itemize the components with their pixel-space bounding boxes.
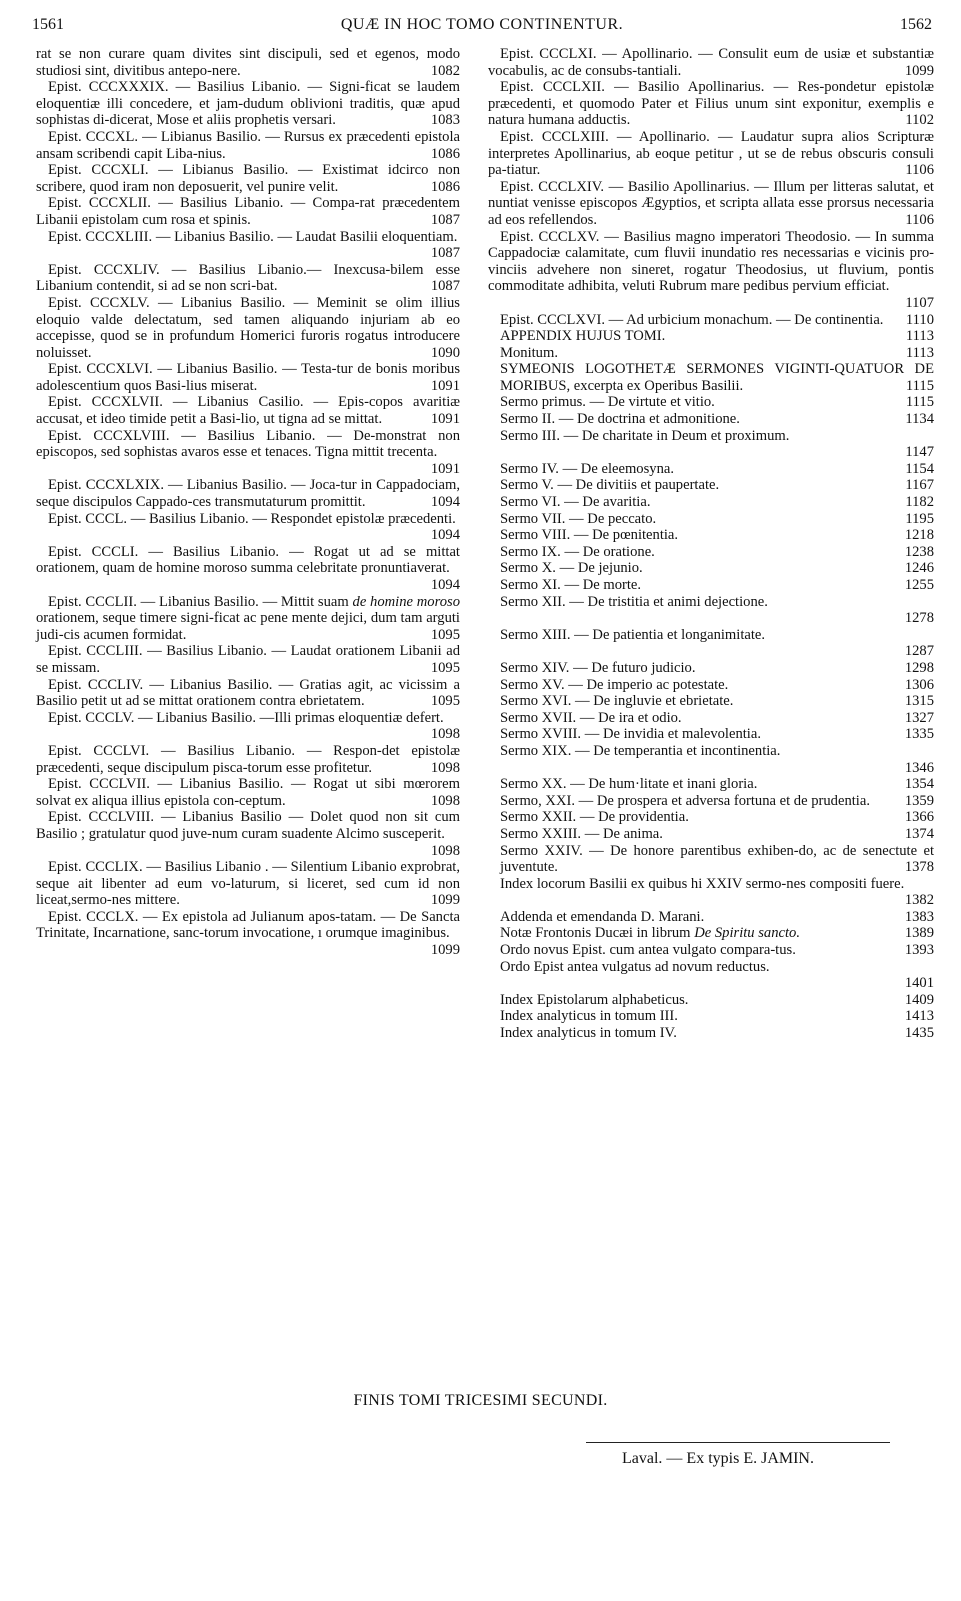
toc-entry [488,843,934,876]
toc-entry [36,129,460,162]
entry-page-number: 1099 [430,892,460,909]
entry-page-number: 1091 [430,377,460,394]
toc-entry [488,511,934,528]
entry-text: Epist. CCCLXIV. — Basilio Apollinarius. — Illum per litteras salutat, et nuntiat venisse episcopos Ægyptios, et scripta allata esse prorsus necessaria ad eos refellendos. [488,178,934,228]
toc-entry [488,79,934,129]
entry-text: Epist. CCCXLV. — Libanius Basilio. — Meminit se olim illius eloquio valde delectatum, sed tamen aliquando injuriam ab eo accepisse, quod se in profundum Homerici furoris rogatus introducere noluisset. [36,294,460,361]
toc-entry [36,809,460,859]
entry-text: Sermo VIII. — De pœnitentia. [500,527,679,544]
entry-page-number: 1095 [430,693,460,710]
entry-text: Epist. CCCXXXIX. — Basilius Libanio. — Signi-ficat se laudem eloquentiæ illi concedere, et jam-dudum oblivioni traditis, quæ apud sophistas di-dicerat, Mose et aliis prophetis versari. [36,79,460,129]
toc-entry [488,909,934,926]
entry-page-number: 1087 [430,211,460,228]
entry-text: Epist. CCCXLIV. — Basilius Libanio.— Inexcusa-bilem esse Libanium contendit, si ad se non scri-bat. [36,261,460,295]
entry-page-number: 1083 [430,112,460,129]
entry-text: Sermo XVI. — De ingluvie et ebrietate. [500,693,734,710]
toc-entry [36,643,460,676]
toc-entry [488,660,934,677]
entry-text: APPENDIX HUJUS TOMI. [500,328,666,345]
entry-page-number: 1098 [430,759,460,776]
toc-entry [36,477,460,510]
entry-page-number: 1087 [430,245,460,262]
entry-page-number: 1082 [430,62,460,79]
entry-text: Sermo XII. — De tristitia et animi dejectione. [500,593,768,610]
entry-page-number: 1086 [430,145,460,162]
entry-text: Epist. CCCLXI. — Apollinario. — Consulit eum de usiæ et substantiæ vocabulis, ac de consubs-tantiali. [488,46,934,79]
entry-text: Sermo X. — De jejunio. [500,560,643,577]
entry-page-number: 1147 [905,444,934,461]
toc-entry [488,494,934,511]
entry-text: Epist. CCCLXIII. — Apollinario. — Laudatur supra alios Scripturæ interpretes Apollinarius, ab eoque petitur , ut se de rebus obscuris consuli pa-tiatur. [488,128,934,179]
toc-entry [36,295,460,361]
entry-italic-text: De Spiritu sancto. [694,925,801,942]
entry-text: Epist. CCCLXII. — Basilio Apollinarius. — Res-pondetur epistolæ præcedenti, et quomodo Pater et Filius unum sint exponitur, exemplis e natura humana adductis. [488,79,934,129]
right-column [488,46,934,1042]
entry-text: Epist. CCCXLVII. — Libanius Casilio. — Epis-copos avaritiæ accusat, et ideo timide petit a Basi-lio, ut tigna ad se mittat. [36,394,460,428]
entry-page-number: 1091 [430,411,460,428]
toc-entry [488,594,934,627]
entry-text: Sermo XXII. — De providentia. [500,809,689,826]
toc-entry [36,743,460,776]
entry-page-number: 1095 [430,626,460,643]
entry-italic-text: de homine moroso [352,593,461,610]
entry-page-number: 1315 [904,693,934,710]
entry-text: Sermo IV. — De eleemosyna. [500,460,675,477]
finis-line: FINIS TOMI TRICESIMI SECUNDI. [353,1392,608,1409]
entry-text: Epist. CCCXLVIII. — Basilius Libanio. — De-monstrat non episcopos, sed sophistas avaros esse et tenaces. Tigna mittit trecenta. [36,427,460,461]
entry-text: Sermo primus. — De virtute et vitio. [500,394,715,411]
entry-text: Epist. CCCLII. — Libanius Basilio. — Mittit suam [48,593,349,610]
entry-page-number: 1335 [904,726,934,743]
entry-page-number: 1167 [905,477,934,494]
entry-page-number: 1354 [904,776,934,793]
entry-text: Index locorum Basilii ex quibus hi XXIV sermo-nes compositi fuere. [500,875,905,892]
toc-entry [36,776,460,809]
entry-text: Sermo XXIV. — De honore parentibus exhiben-do, ac de senectute et juventute. [500,842,934,876]
entry-text: Sermo VI. — De avaritia. [500,494,651,511]
toc-entry [36,677,460,710]
entry-text: Sermo XX. — De hum·litate et inani gloria. [500,776,758,793]
toc-entry [36,195,460,228]
entry-text: Index analyticus in tomum III. [500,1008,678,1025]
entry-text: SYMEONIS LOGOTHETÆ SERMONES VIGINTI-QUATUOR DE MORIBUS, excerpta ex Operibus Basilii. [500,361,934,394]
entry-text: Epist. CCCXLII. — Basilius Libanio. — Compa-rat præcedentem Libanii epistolam cum rosa et spinis. [36,195,460,228]
entry-text: Epist. CCCLI. — Basilius Libanio. — Rogat ut ad se mittat orationem, quam de homine moroso summa celebritate pronuntiaverat. [36,543,460,577]
entry-page-number: 1382 [904,892,934,909]
entry-text: Sermo V. — De divitiis et paupertate. [500,477,720,494]
entry-page-number: 1378 [904,859,934,876]
toc-entry [488,710,934,727]
toc-entry [488,776,934,793]
entry-text: rat se non curare quam divites sint discipuli, sed et egenos, modo studiosi sint, divitibus antepo-nere. [36,46,460,79]
entry-page-number: 1278 [904,610,934,627]
entry-page-number: 1115 [905,377,934,394]
toc-entry [488,876,934,909]
toc-entry [488,428,934,461]
entry-page-number: 1110 [905,311,934,328]
entry-text: orationem, seque timere signi-ficat ac pene mente dejici, dum tam arguti judi-cis acumen formidat. [36,610,460,643]
entry-text: Epist. CCCXL. — Libianus Basilio. — Rursus ex præcedenti epistola ansam scribendi capit Liba-nius. [36,128,460,162]
entry-page-number: 1413 [904,1008,934,1025]
entry-text: Monitum. [500,344,558,361]
left-column [36,46,460,959]
entry-text: Ordo Epist antea vulgatus ad novum reductus. [500,958,770,975]
toc-entry [488,693,934,710]
toc-entry [488,312,934,329]
entry-text: Epist. CCCL. — Basilius Libanio. — Respondet epistolæ præcedenti. [48,510,456,527]
toc-entry [488,627,934,660]
entry-page-number: 1099 [904,62,934,79]
toc-entry [36,594,460,644]
entry-page-number: 1090 [430,344,460,361]
page-number-left: 1561 [32,16,64,33]
entry-page-number: 1366 [904,809,934,826]
entry-page-number: 1154 [905,460,934,477]
toc-entry [488,477,934,494]
entry-page-number: 1383 [904,908,934,925]
entry-page-number: 1113 [905,328,934,345]
entry-page-number: 1107 [905,294,934,311]
entry-text: Addenda et emendanda D. Marani. [500,908,705,925]
toc-entry [488,411,934,428]
toc-entry [488,726,934,743]
entry-page-number: 1106 [905,211,934,228]
entry-text: Index analyticus in tomum IV. [500,1025,677,1042]
entry-text: Epist. CCCXLI. — Libianus Basilio. — Existimat idcirco non scribere, quod iram non deposuerit, vel punire velit. [36,162,460,195]
entry-text: Sermo XXIII. — De anima. [500,825,663,842]
toc-entry [488,544,934,561]
toc-entry [36,544,460,594]
entry-page-number: 1238 [904,543,934,560]
entry-page-number: 1094 [430,577,460,593]
entry-page-number: 1099 [430,942,460,959]
toc-entry [488,743,934,776]
toc-entry [488,1025,934,1042]
footer-rule [586,1442,890,1443]
entry-text: Epist. CCCLVIII. — Libanius Basilio — Dolet quod non sit cum Basilio ; gratulatur quod juve-num curam suadente Alcimo susceperit. [36,809,460,842]
entry-page-number: 1106 [905,162,934,179]
toc-entry [488,793,934,810]
toc-entry [488,328,934,345]
entry-page-number: 1113 [905,344,934,361]
entry-page-number: 1086 [430,178,460,195]
entry-text: Sermo XVIII. — De invidia et malevolentia. [500,726,761,743]
printer-imprint: Laval. — Ex typis E. JAMIN. [622,1450,814,1467]
entry-page-number: 1359 [904,792,934,809]
entry-page-number: 1091 [430,460,460,477]
entry-page-number: 1134 [905,411,934,428]
entry-page-number: 1195 [905,510,934,527]
toc-entry [488,942,934,959]
entry-text: Epist. CCCLIV. — Libanius Basilio. — Gratias agit, ac vicissim a Basilio petit ut ad se mittat orationem contra ebrietatem. [36,676,460,710]
toc-entry [36,511,460,544]
toc-entry [488,677,934,694]
toc-entry [36,361,460,394]
entry-page-number: 1094 [430,527,460,544]
entry-text: Epist. CCCLV. — Libanius Basilio. —Illi primas eloquentiæ defert. [48,709,444,726]
entry-page-number: 1102 [905,112,934,129]
entry-text: Sermo XI. — De morte. [500,577,642,593]
entry-page-number: 1374 [904,825,934,842]
entry-page-number: 1401 [904,975,934,992]
entry-page-number: 1087 [430,278,460,295]
toc-entry [36,710,460,743]
entry-text: Epist. CCCLXV. — Basilius magno imperatori Theodosio. — In summa Cappadociæ calamitate, cum fluvii inundatio res necessarias e vicinis pro-vinciis advehere non sineret, rogatur Theodosius, ut fluvium, pontis commoditate adhibita, veluti Rubrum mare pedibus pervium efficiat. [488,228,934,295]
entry-text: Sermo IX. — De oratione. [500,543,655,560]
entry-text: Epist. CCCXLIII. — Libanius Basilio. — Laudat Basilii eloquentiam. [48,228,458,245]
entry-page-number: 1327 [904,709,934,726]
toc-entry [36,229,460,262]
toc-entry [36,394,460,427]
entry-text: Sermo XVII. — De ira et odio. [500,709,682,726]
toc-entry [488,992,934,1009]
entry-text: Sermo VII. — De peccato. [500,510,657,527]
toc-entry [36,262,460,295]
toc-entry [36,46,460,79]
entry-text: Epist. CCCXLVI. — Libanius Basilio. — Testa-tur de bonis moribus adolescentium quos Basi-lius miserat. [36,361,460,394]
entry-page-number: 1094 [430,494,460,511]
toc-entry [488,461,934,478]
entry-page-number: 1287 [904,643,934,660]
entry-text: Epist. CCCXLXIX. — Libanius Basilio. — Joca-tur in Cappadociam, seque discipulos Cappado-ces transmutaturum promittit. [36,477,460,511]
toc-entry [488,394,934,411]
toc-entry [488,577,934,594]
running-header [32,16,932,40]
entry-text: Ordo novus Epist. cum antea vulgato compara-tus. [500,942,796,959]
entry-text: Epist. CCCLVI. — Basilius Libanio. — Respon-det epistolæ præcedenti, seque discipulum pisca-torum esse profitetur. [36,742,460,776]
entry-page-number: 1182 [905,494,934,511]
toc-entry [488,361,934,394]
page-number-right: 1562 [900,16,932,33]
toc-entry [488,345,934,362]
toc-entry [488,826,934,843]
entry-page-number: 1306 [904,676,934,693]
entry-page-number: 1095 [430,659,460,676]
entry-text: Epist. CCCLIX. — Basilius Libanio . — Silentium Libanio exprobrat, seque ait libenter ad eum vo-laturum, si liceret, sed cum id non liceat,sermo-nes mittere. [36,859,460,909]
entry-page-number: 1393 [904,942,934,959]
header-title: QUÆ IN HOC TOMO CONTINENTUR. [340,16,624,33]
entry-text: Epist. CCCLVII. — Libanius Basilio. — Rogat ut sibi mœrorem solvat ex aliqua illius epistola con-ceptum. [36,776,460,809]
toc-entry [488,809,934,826]
entry-text: Sermo XV. — De imperio ac potestate. [500,676,729,693]
entry-text: Sermo XIX. — De temperantia et incontinentia. [500,742,781,759]
entry-page-number: 1115 [905,394,934,411]
entry-text: Sermo XIV. — De futuro judicio. [500,659,696,676]
toc-entry [488,560,934,577]
entry-text: Sermo II. — De doctrina et admonitione. [500,411,740,428]
toc-entry [488,46,934,79]
entry-text: Epist. CCCLX. — Ex epistola ad Julianum apos-tatam. — De Sancta Trinitate, Incarnatione, sanc-torum invocatione, ı orumque imaginibus. [36,908,460,942]
entry-page-number: 1218 [904,527,934,544]
entry-text: Epist. CCCLXVI. — Ad urbicium monachum. — De continentia. [500,311,884,328]
toc-entry [36,909,460,959]
entry-page-number: 1098 [430,842,460,859]
toc-entry [36,859,460,909]
entry-text: Epist. CCCLIII. — Basilius Libanio. — Laudat orationem Libanii ad se missam. [36,643,460,676]
toc-entry [488,1008,934,1025]
entry-text: Sermo, XXI. — De prospera et adversa fortuna et de prudentia. [500,792,870,809]
entry-page-number: 1389 [904,925,934,942]
entry-text: Sermo XIII. — De patientia et longanimitate. [500,626,766,643]
entry-page-number: 1346 [904,759,934,776]
toc-entry [488,925,934,942]
toc-entry [488,959,934,992]
entry-text: Sermo III. — De charitate in Deum et proximum. [500,427,790,444]
entry-page-number: 1298 [904,659,934,676]
entry-page-number: 1409 [904,991,934,1008]
entry-page-number: 1098 [430,792,460,809]
toc-entry [36,79,460,129]
entry-page-number: 1255 [904,577,934,593]
entry-page-number: 1435 [904,1025,934,1042]
entry-page-number: 1246 [904,560,934,577]
toc-entry [488,527,934,544]
entry-text: Index Epistolarum alphabeticus. [500,991,689,1008]
toc-entry [488,129,934,179]
entry-page-number: 1098 [430,726,460,743]
toc-entry [488,179,934,229]
toc-entry [36,162,460,195]
toc-entry [36,428,460,478]
entry-text: Notæ Frontonis Ducæi in librum [500,925,691,942]
toc-entry [488,229,934,312]
